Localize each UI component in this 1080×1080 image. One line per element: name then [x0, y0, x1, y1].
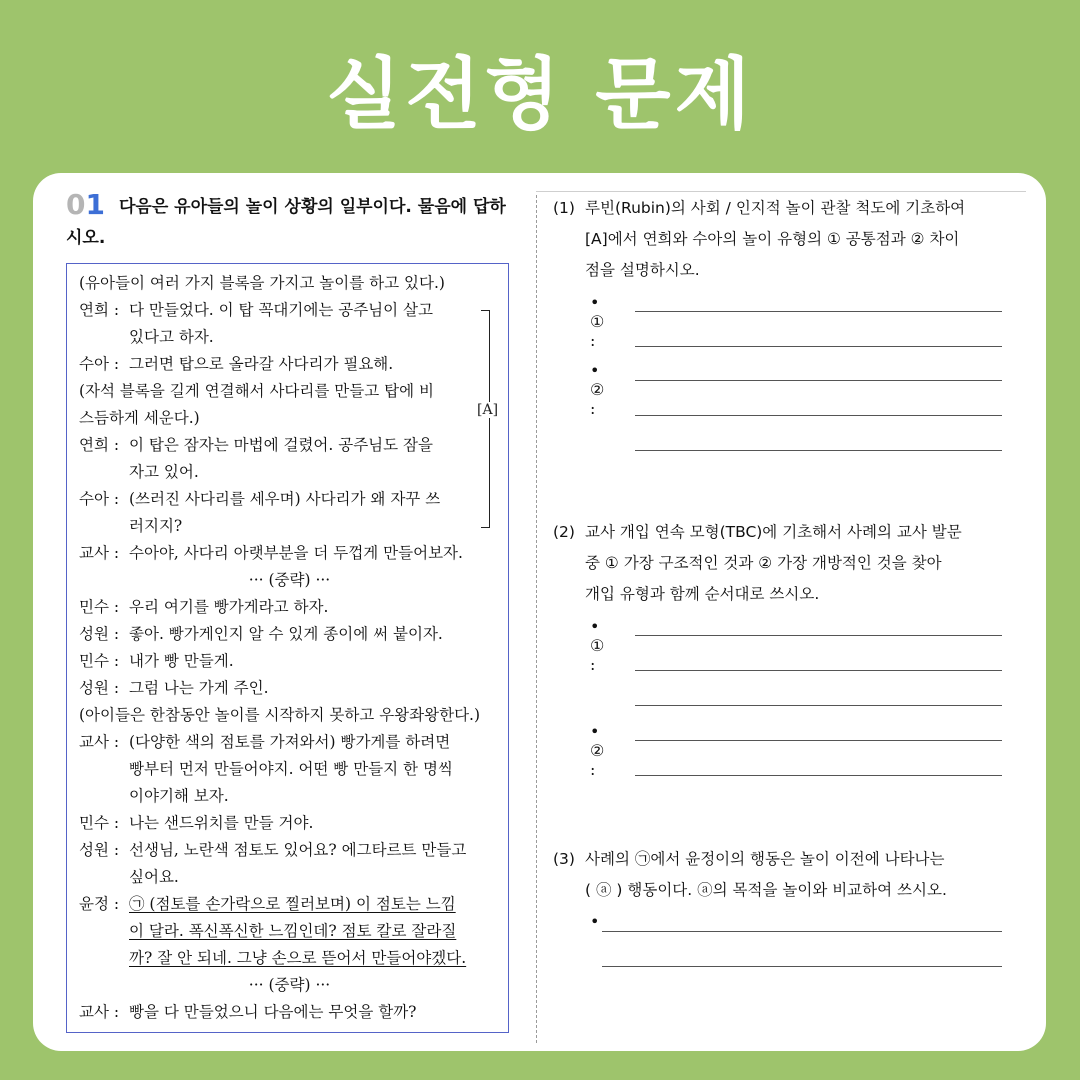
scenario-line	[79, 594, 500, 621]
speaker-label: 교사 :	[79, 544, 120, 562]
answer-line[interactable]	[602, 931, 1002, 932]
utterance-text: 좋아. 빵가게인지 알 수 있게 종이에 써 붙이자.	[129, 625, 443, 643]
speaker-label: 연희 :	[79, 301, 120, 319]
subquestion-number: (1)	[553, 199, 575, 217]
scenario-line	[79, 270, 500, 297]
bracket-label: [A]	[477, 402, 499, 418]
utterance-text: 빵부터 먼저 만들어야지. 어떤 빵 만들지 한 명씩	[129, 760, 453, 778]
utterance-text: 다 만들었다. 이 탑 꼭대기에는 공주님이 살고	[129, 301, 434, 319]
subquestion-line: ( ⓐ ) 행동이다. ⓐ의 목적을 놀이와 비교하여 쓰시오.	[585, 881, 947, 899]
utterance-text: 이 탑은 잠자는 마법에 걸렸어. 공주님도 잠을	[129, 436, 434, 454]
utterance-text: 우리 여기를 빵가게라고 하자.	[129, 598, 329, 616]
subquestion-2	[553, 517, 1003, 610]
answer-line[interactable]	[635, 346, 1002, 347]
speaker-label: 수아 :	[79, 490, 120, 508]
scenario-line	[79, 324, 500, 351]
speaker-label: 성원 :	[79, 679, 120, 697]
scenario-line	[79, 864, 500, 891]
utterance-text: 싶어요.	[129, 868, 179, 886]
speaker-label: 교사 :	[79, 1003, 120, 1021]
speaker-label: 민수 :	[79, 652, 120, 670]
subquestion-number: (2)	[553, 523, 575, 541]
scenario-line	[79, 297, 500, 324]
utterance-text: (다양한 색의 점토를 가져와서) 빵가게를 하려면	[129, 733, 451, 751]
answer-line[interactable]	[602, 966, 1002, 967]
utterance-text: ··· (중략) ···	[248, 571, 331, 589]
scenario-line	[79, 648, 500, 675]
scenario-line	[79, 945, 500, 972]
utterance-text: 러지지?	[129, 517, 183, 535]
speaker-label: 윤정 :	[79, 895, 120, 913]
speaker-label: 연희 :	[79, 436, 120, 454]
utterance-text: 있다고 하자.	[129, 328, 214, 346]
answer-line[interactable]	[635, 740, 1002, 741]
utterance-text: 선생님, 노란색 점토도 있어요? 에그타르트 만들고	[129, 841, 467, 859]
answer-line[interactable]	[635, 415, 1002, 416]
answer-line[interactable]	[635, 635, 1002, 636]
top-rule	[536, 191, 1026, 192]
answer-line[interactable]	[635, 450, 1002, 451]
subquestion-1	[553, 193, 1003, 286]
utterance-text: (자석 블록을 길게 연결해서 사다리를 만들고 탑에 비	[79, 382, 434, 400]
scenario-line	[79, 621, 500, 648]
question-prompt-line1: 다음은 유아들의 놀이 상황의 일부이다. 물음에 답하	[118, 197, 506, 217]
scenario-line	[79, 513, 500, 540]
speaker-label: 성원 :	[79, 841, 120, 859]
utterance-text: 그럼 나는 가게 주인.	[129, 679, 269, 697]
scenario-line	[79, 918, 500, 945]
question-number	[66, 188, 105, 221]
utterance-text: 빵을 다 만들었으니 다음에는 무엇을 할까?	[129, 1003, 417, 1021]
utterance-text: 이 달라. 폭신폭신한 느낌인데? 점토 칼로 잘라질	[129, 922, 457, 940]
question-prompt-line2: 시오.	[66, 228, 106, 248]
scenario-line	[79, 675, 500, 702]
speaker-label: 성원 :	[79, 625, 120, 643]
answer-line[interactable]	[635, 670, 1002, 671]
subquestion-number: (3)	[553, 850, 575, 868]
speaker-label: 민수 :	[79, 814, 120, 832]
scenario-line	[79, 810, 500, 837]
scenario-line	[79, 783, 500, 810]
answer-line[interactable]	[635, 380, 1002, 381]
subquestion-line: 사례의 ㉠에서 윤정이의 행동은 놀이 이전에 나타나는	[585, 850, 945, 868]
utterance-text: 까? 잘 안 되네. 그냥 손으로 뜯어서 만들어야겠다.	[129, 949, 467, 967]
subquestion-line: 개입 유형과 함께 순서대로 쓰시오.	[585, 585, 820, 603]
scenario-line	[79, 756, 500, 783]
scenario-line	[79, 972, 500, 999]
question-number-lead: 0	[66, 188, 86, 221]
speaker-label: 교사 :	[79, 733, 120, 751]
utterance-text: ··· (중략) ···	[248, 976, 331, 994]
question-number-digit: 1	[85, 188, 105, 221]
scenario-line	[79, 459, 500, 486]
utterance-text: (쓰러진 사다리를 세우며) 사다리가 왜 자꾸 쓰	[129, 490, 441, 508]
scenario-line	[79, 486, 500, 513]
scenario-box	[66, 263, 509, 1033]
column-divider	[536, 195, 537, 1043]
scenario-line	[79, 351, 500, 378]
utterance-text: 스듬하게 세운다.)	[79, 409, 200, 427]
answer-line[interactable]	[635, 705, 1002, 706]
utterance-text: (아이들은 한참동안 놀이를 시작하지 못하고 우왕좌왕한다.)	[79, 706, 481, 724]
scenario-line	[79, 567, 500, 594]
scenario-line	[79, 540, 500, 567]
answer-line[interactable]	[635, 775, 1002, 776]
subquestion-line: 중 ① 가장 구조적인 것과 ② 가장 개방적인 것을 찾아	[585, 554, 942, 572]
scenario-line	[79, 405, 500, 432]
speaker-label: 수아 :	[79, 355, 120, 373]
scenario-lines	[79, 270, 500, 1026]
scenario-line	[79, 432, 500, 459]
utterance-text: 나는 샌드위치를 만들 거야.	[129, 814, 314, 832]
utterance-text: 내가 빵 만들게.	[129, 652, 234, 670]
subquestion-3	[553, 844, 1003, 906]
scenario-line	[79, 891, 500, 918]
utterance-text: 수아야, 사다리 아랫부분을 더 두껍게 만들어보자.	[129, 544, 463, 562]
subquestion-line: 루빈(Rubin)의 사회 / 인지적 놀이 관찰 척도에 기초하여	[585, 199, 966, 217]
scenario-line	[79, 702, 500, 729]
scenario-line	[79, 378, 500, 405]
utterance-text: ㉠ (점토를 손가락으로 찔러보며) 이 점토는 느낌	[129, 895, 456, 913]
utterance-text: 이야기해 보자.	[129, 787, 229, 805]
subquestion-line: 교사 개입 연속 모형(TBC)에 기초해서 사례의 교사 발문	[585, 523, 962, 541]
subquestion-line: [A]에서 연희와 수아의 놀이 유형의 ① 공통점과 ② 차이	[585, 230, 960, 248]
answer-line[interactable]	[635, 311, 1002, 312]
question-card: 01 다음은 유아들의 놀이 상황의 일부이다. 물음에 답하 시오. (유아들이 여러 가지 블록을 가지고 놀이를 하고 있다.) 연희 : 다 만들었다. 이 탑 꼭대기에는 공주님이 살고 있다고 하자. 수아 : 그러면 탑으로 올라갈 사다리가 필요해. (자석 블록을 길게 연결해서 사다리를 만들고 탑에 비 스듬하게 세운다.) 연희 : 이 탑은 잠자는 마법에 걸렸어. 공주님도 잠을 자고 있어. 수아 : (쓰러진 사다리를 세우며) 사다리가 왜 자꾸 쓰 러지지? 교사 : 수아야, 사다리 아랫부분을 더 두껍게 만들어보자. ··· (중략) ··· 민수 : 우리 여기를 빵가게라고 하자. 성원 : 좋아. 빵가게인지 알 수 있게 종이에 써 붙이자. 민수 : 내가 빵 만들게. 성원 : 그럼 나는 가게 주인. (아이들은 한참동안 놀이를 시작하지 못하고 우왕좌왕한다.) 교사 : (다양한 색의 점토를 가져와서) 빵가게를 하려면 빵부터 먼저 만들어야지. 어떤 빵 만들지 한 명씩 이야기해 보자. 민수 : 나는 샌드위치를 만들 거야. 성원 : 선생님, 노란색 점토도 있어요? 에그타르트 만들고 싶어요. 윤정 : ㉠ (점토를 손가락으로 찔러보며) 이 점토는 느낌 이 달라. 폭신폭신한 느낌인데? 점토 칼로 잘라질 까? 잘 안 되네. 그냥 손으로 뜯어서 만들어야겠다. ··· (중략) ··· 교사 : 빵을 다 만들었으니 다음에는 무엇을 할까? [A] (1) 루빈(Rubin)의 사회 / 인지적 놀이 관찰 척도에 기초하여 [A]에서 연희와 수아의 놀이 유형의 ① 공통점과 ② 차이 점을 설명하시오. • ① : • ② : (2) 교사 개입 연속 모형(TBC)에 기초해서 사례의 교사 발문 중 ① 가장 구조적인 것과 ② 가장 개방적인 것을 찾아 개입 유형과 함께 순서대로 쓰시오. • ① : • ② : (3) 사례의 ㉠에서 윤정이의 행동은 놀이 이전에 나타나는 ( ⓐ ) 행동이다. ⓐ의 목적을 놀이와 비교하여 쓰시오. •	[33, 173, 1046, 1051]
utterance-text: 그러면 탑으로 올라갈 사다리가 필요해.	[129, 355, 394, 373]
subquestion-line: 점을 설명하시오.	[585, 261, 700, 279]
banner-title: 실전형 문제	[326, 50, 754, 140]
scenario-line	[79, 999, 500, 1026]
speaker-label: 민수 :	[79, 598, 120, 616]
scenario-line	[79, 729, 500, 756]
utterance-text: 자고 있어.	[129, 463, 199, 481]
question-heading	[66, 189, 516, 254]
utterance-text: (유아들이 여러 가지 블록을 가지고 놀이를 하고 있다.)	[79, 274, 445, 292]
scenario-line	[79, 837, 500, 864]
bracket-A	[481, 310, 490, 528]
